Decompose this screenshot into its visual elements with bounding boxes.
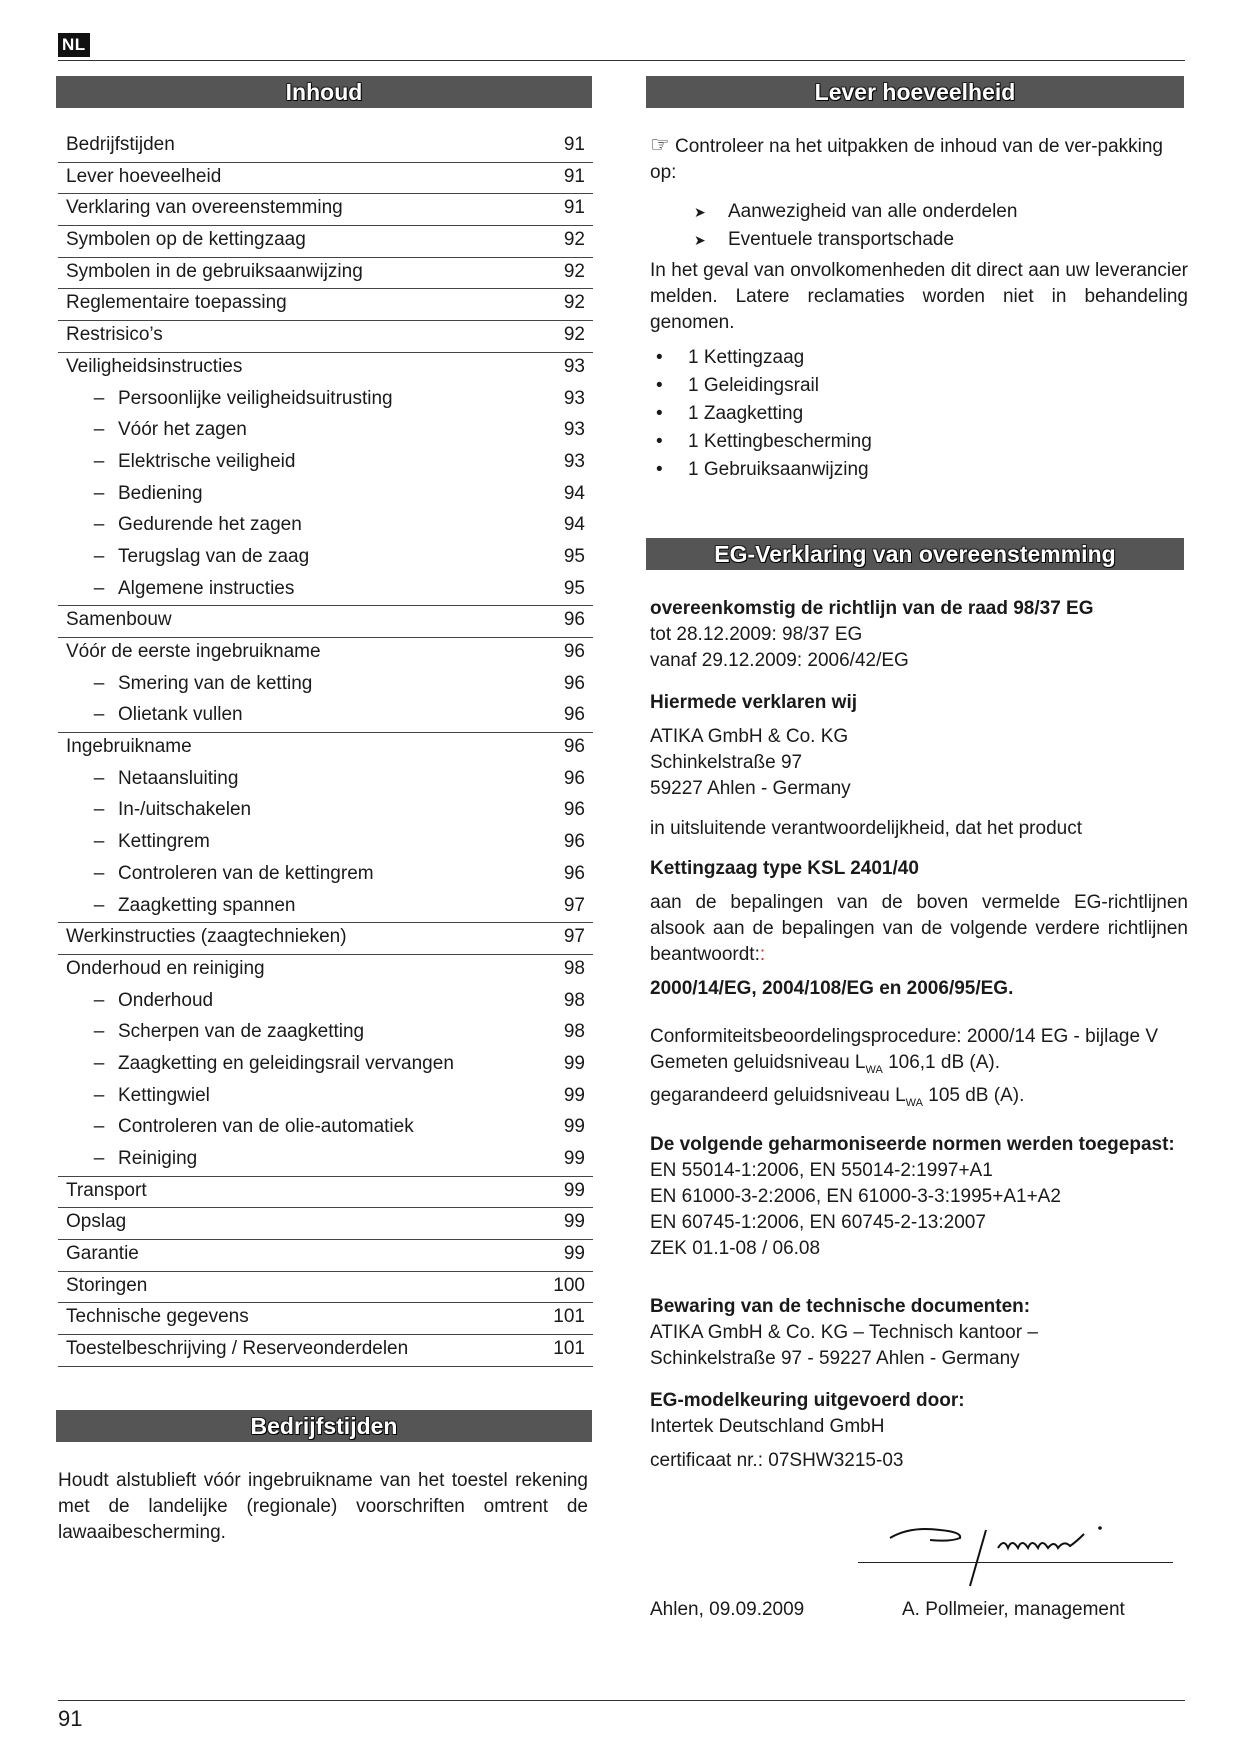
list-item: • 1 Kettingzaag — [650, 344, 1188, 372]
place-date: Ahlen, 09.09.2009 — [650, 1599, 805, 1620]
compliance-body: aan de bepalingen van de boven vermelde EG-richtlijnen alsook aan de bepalingen van de volgende verdere richtlijnen beantwoordt: — [650, 892, 1188, 965]
toc-page: 96 — [563, 609, 585, 631]
company-line-2: Schinkelstraße 97 — [650, 752, 803, 773]
company-line-3: 59227 Ahlen - Germany — [650, 778, 851, 799]
toc-label: Garantie — [66, 1243, 139, 1265]
toc-label: – Olietank vullen — [66, 701, 243, 732]
toc-label: – Zaagketting en geleidingsrail vervangen — [66, 1050, 454, 1082]
toc-label: – In-/uitschakelen — [66, 796, 251, 828]
norm-line: EN 55014-1:2006, EN 55014-2:1997+A1 — [650, 1159, 993, 1181]
top-rule — [58, 60, 1185, 61]
toc-label: – Kettingrem — [66, 828, 210, 860]
toc-page: 91 — [563, 197, 585, 219]
toc-page: 96 — [563, 736, 585, 758]
toc-row — [58, 289, 593, 321]
toc-page: 97 — [563, 926, 585, 948]
toc-page: 96 — [563, 641, 585, 662]
lever-intro-text: Controleer na het uitpakken de inhoud van de ver-pakking op: — [650, 136, 1164, 183]
toc-page: 92 — [563, 260, 585, 282]
toc-label: Symbolen in de gebruiksaanwijzing — [66, 260, 363, 282]
bottom-rule — [58, 1700, 1185, 1701]
toc-page: 99 — [563, 1084, 585, 1106]
toc-row — [58, 131, 593, 163]
toc-page: 97 — [563, 894, 585, 916]
toc-row — [58, 163, 593, 195]
check-item: ➤ Eventuele transportschade — [650, 226, 1188, 254]
toc-page: 99 — [563, 1052, 585, 1074]
toc-page: 101 — [553, 1306, 585, 1328]
norm-line: ZEK 01.1-08 / 06.08 — [650, 1237, 821, 1259]
toc-label: Werkinstructies (zaagtechnieken) — [66, 926, 347, 948]
toc-page: 94 — [563, 482, 585, 504]
bedrijfstijden-text: Houdt alstublieft vóór ingebruikname van het toestel rekening met de landelijke (regionale) voorschriften omtrent de lawaaibescherming. — [58, 1470, 588, 1543]
toc-row — [58, 1272, 593, 1304]
list-item: • 1 Geleidingsrail — [650, 372, 1188, 400]
toc-label: Onderhoud en reiniging — [66, 957, 265, 979]
toc-row — [58, 860, 593, 892]
certificate-number: certificaat nr.: 07SHW3215-03 — [650, 1449, 904, 1471]
toc-page: 100 — [553, 1274, 585, 1296]
toc-label: Samenbouw — [66, 609, 172, 631]
toc-row — [58, 923, 593, 955]
toc-row — [58, 353, 593, 385]
noise-measured — [650, 1050, 1188, 1083]
toc-page: 101 — [553, 1338, 585, 1360]
toc-page: 98 — [563, 1021, 585, 1043]
toc-row — [58, 1303, 593, 1335]
signature-line — [858, 1562, 1173, 1563]
toc-page: 99 — [563, 1243, 585, 1265]
toc-row — [58, 733, 593, 765]
toc-row — [58, 1240, 593, 1272]
eg-section — [650, 596, 1188, 1474]
lever-section — [650, 132, 1188, 484]
toc-page: 93 — [563, 450, 585, 472]
toc-label: – Persoonlijke veiligheidsuitrusting — [66, 385, 393, 417]
toc-row — [58, 543, 593, 575]
toc-page: 96 — [563, 862, 585, 884]
toc-row — [58, 480, 593, 512]
toc-page: 92 — [563, 324, 585, 346]
toc-row — [58, 385, 593, 417]
toc-label: Symbolen op de kettingzaag — [66, 229, 306, 251]
toc-row — [58, 638, 593, 670]
toc-page: 96 — [563, 672, 585, 694]
table-of-contents — [58, 131, 593, 1367]
toc-label: Vóór de eerste ingebruikname — [66, 641, 321, 662]
pointing-hand-icon: ☞ — [650, 132, 670, 157]
toc-page: 99 — [563, 1148, 585, 1169]
declare-heading: Hiermede verklaren wij — [650, 692, 857, 713]
toc-label: – Vóór het zagen — [66, 416, 247, 448]
toc-row — [58, 828, 593, 860]
compliance-colon: : — [759, 944, 766, 965]
toc-label: Verklaring van overeenstemming — [66, 197, 343, 219]
toc-page: 99 — [563, 1116, 585, 1138]
check-item: ➤ Aanwezigheid van alle onderdelen — [650, 198, 1188, 226]
toc-label: – Gedurende het zagen — [66, 511, 302, 543]
directive-heading: overeenkomstig de richtlijn van de raad 98/37 EG — [650, 598, 1094, 619]
toc-label: – Bediening — [66, 480, 203, 512]
toc-label: – Netaansluiting — [66, 765, 238, 797]
toc-label: Technische gegevens — [66, 1306, 249, 1328]
toc-label: Veiligheidsinstructies — [66, 355, 243, 377]
toc-page: 98 — [563, 957, 585, 979]
list-item: • 1 Zaagketting — [650, 400, 1188, 428]
toc-page: 91 — [563, 165, 585, 187]
lever-note: In het geval van onvolkomenheden dit direct aan uw leverancier melden. Latere reclamaties worden niet in behandeling genomen. — [650, 260, 1188, 333]
toc-row — [58, 575, 593, 607]
exam-heading: EG-modelkeuring uitgevoerd door: — [650, 1389, 965, 1411]
toc-label: – Scherpen van de zaagketting — [66, 1018, 364, 1050]
toc-page: 96 — [563, 831, 585, 853]
toc-row — [58, 1145, 593, 1177]
noise-guaranteed-label: gegarandeerd geluidsniveau L — [650, 1084, 906, 1106]
toc-page: 99 — [563, 1211, 585, 1233]
toc-row — [58, 1082, 593, 1114]
noise-subscript: WA — [865, 1063, 883, 1076]
toc-label: – Reiniging — [66, 1145, 197, 1176]
bedrijfstijden-heading: Bedrijfstijden — [56, 1410, 592, 1442]
toc-row — [58, 1113, 593, 1145]
toc-page: 96 — [563, 767, 585, 789]
toc-label: Toestelbeschrijving / Reserveonderdelen — [66, 1338, 409, 1360]
toc-row — [58, 511, 593, 543]
toc-page: 92 — [563, 229, 585, 251]
toc-page: 95 — [563, 545, 585, 567]
company-line-1: ATIKA GmbH & Co. KG — [650, 726, 849, 747]
toc-row — [58, 670, 593, 702]
toc-heading: Inhoud — [56, 76, 592, 108]
directives-list: 2000/14/EG, 2004/108/EG en 2006/95/EG. — [650, 978, 1014, 999]
toc-row — [58, 796, 593, 828]
list-item: • 1 Gebruiksaanwijzing — [650, 456, 1188, 484]
lever-checks — [650, 198, 1188, 254]
lever-heading: Lever hoeveelheid — [646, 76, 1184, 108]
toc-row — [58, 955, 593, 987]
toc-row — [58, 987, 593, 1019]
toc-label: Lever hoeveelheid — [66, 165, 222, 187]
list-item: • 1 Kettingbescherming — [650, 428, 1188, 456]
toc-row — [58, 1177, 593, 1209]
toc-row — [58, 892, 593, 924]
norm-line: EN 60745-1:2006, EN 60745-2-13:2007 — [650, 1211, 986, 1233]
norms-heading: De volgende geharmoniseerde normen werden toegepast: — [650, 1133, 1175, 1155]
toc-row — [58, 226, 593, 258]
toc-label: Storingen — [66, 1274, 148, 1296]
toc-row — [58, 606, 593, 638]
page-number: 91 — [58, 1706, 83, 1731]
compliance-text — [650, 890, 1188, 968]
toc-label: – Elektrische veiligheid — [66, 448, 295, 480]
toc-page: 91 — [563, 134, 585, 155]
responsibility-text: in uitsluitende verantwoordelijkheid, dat het product — [650, 818, 1082, 839]
docs-line-2: Schinkelstraße 97 - 59227 Ahlen - Germany — [650, 1347, 1020, 1369]
toc-row — [58, 448, 593, 480]
toc-page: 96 — [563, 799, 585, 821]
toc-label: – Terugslag van de zaag — [66, 543, 309, 575]
toc-row — [58, 321, 593, 353]
toc-row — [58, 1050, 593, 1082]
toc-label: – Kettingwiel — [66, 1082, 210, 1114]
toc-label: Bedrijfstijden — [66, 134, 175, 155]
noise-measured-value: 106,1 dB (A). — [882, 1052, 1001, 1073]
toc-row — [58, 194, 593, 226]
toc-row — [58, 1018, 593, 1050]
signature-image — [880, 1500, 1160, 1590]
signatory: A. Pollmeier, management — [902, 1599, 1125, 1620]
toc-page: 92 — [563, 292, 585, 314]
toc-label: Restrisico’s — [66, 324, 163, 346]
eg-heading: EG-Verklaring van overeenstemming — [646, 538, 1184, 570]
toc-row — [58, 416, 593, 448]
toc-page: 99 — [563, 1179, 585, 1201]
toc-label: – Smering van de ketting — [66, 670, 312, 702]
toc-page: 94 — [563, 514, 585, 536]
toc-row — [58, 1335, 593, 1367]
lever-items — [650, 344, 1188, 484]
toc-label: – Controleren van de olie-automatiek — [66, 1113, 414, 1145]
toc-label: – Onderhoud — [66, 987, 213, 1019]
toc-page: 93 — [563, 387, 585, 409]
norm-line: EN 61000-3-2:2006, EN 61000-3-3:1995+A1+A2 — [650, 1185, 1061, 1207]
exam-line-1: Intertek Deutschland GmbH — [650, 1415, 885, 1437]
toc-row — [58, 701, 593, 733]
product-type: Kettingzaag type KSL 2401/40 — [650, 858, 919, 879]
toc-label: Ingebruikname — [66, 736, 192, 758]
conformity-procedure: Conformiteitsbeoordelingsprocedure: 2000/14 EG - bijlage V — [650, 1026, 1159, 1047]
lever-intro — [650, 132, 1188, 186]
docs-heading: Bewaring van de technische documenten: — [650, 1295, 1031, 1317]
noise-subscript: WA — [905, 1096, 923, 1109]
toc-page: 93 — [563, 419, 585, 441]
toc-row — [58, 258, 593, 290]
toc-page: 96 — [563, 704, 585, 726]
noise-guaranteed — [650, 1083, 1188, 1116]
toc-page: 98 — [563, 989, 585, 1011]
toc-label: Opslag — [66, 1211, 127, 1233]
directive-line-1: tot 28.12.2009: 98/37 EG — [650, 624, 863, 645]
noise-measured-label: Gemeten geluidsniveau L — [650, 1052, 866, 1073]
toc-page: 93 — [563, 355, 585, 377]
toc-label: Reglementaire toepassing — [66, 292, 287, 314]
toc-page: 95 — [563, 577, 585, 599]
toc-label: Transport — [66, 1179, 147, 1201]
directive-line-2: vanaf 29.12.2009: 2006/42/EG — [650, 650, 909, 671]
noise-guaranteed-value: 105 dB (A). — [922, 1084, 1025, 1106]
toc-row — [58, 1208, 593, 1240]
docs-line-1: ATIKA GmbH & Co. KG – Technisch kantoor – — [650, 1321, 1038, 1343]
language-badge: NL — [58, 33, 90, 57]
toc-label: – Algemene instructies — [66, 575, 294, 606]
toc-label: – Zaagketting spannen — [66, 892, 295, 923]
toc-row — [58, 765, 593, 797]
toc-label: – Controleren van de kettingrem — [66, 860, 374, 892]
